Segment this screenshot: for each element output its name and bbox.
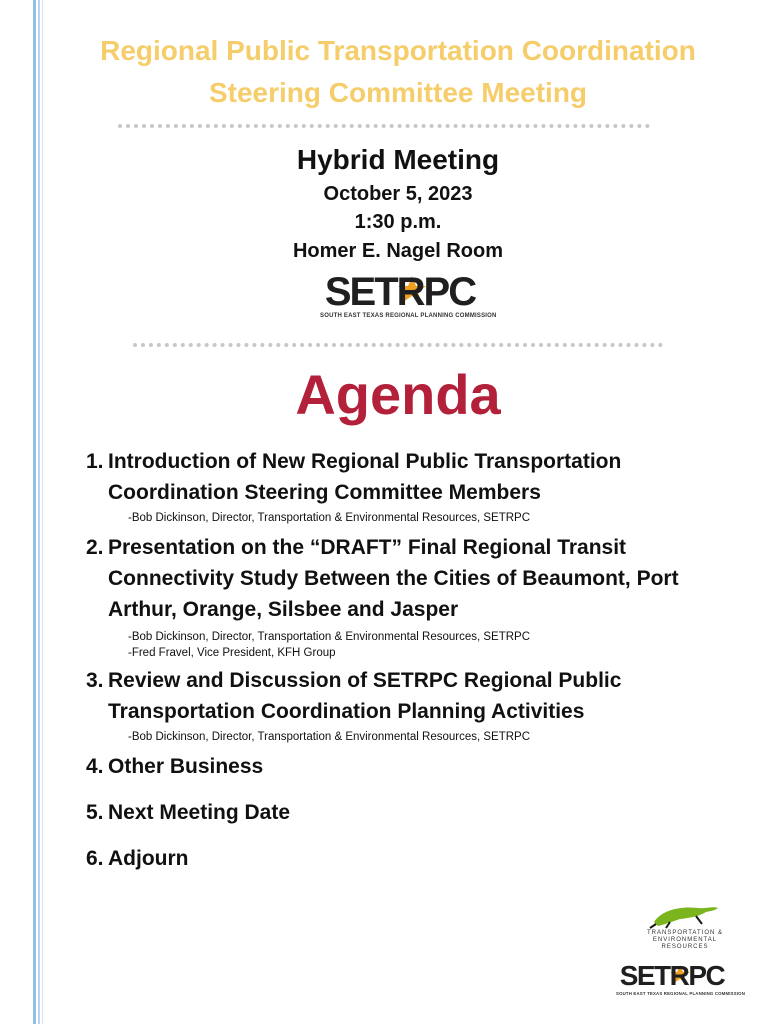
meeting-time: 1:30 p.m. bbox=[354, 211, 442, 233]
agenda-item-number: 3. bbox=[86, 669, 104, 692]
agenda-item-title: Adjourn bbox=[108, 847, 189, 870]
cheetah-icon bbox=[640, 902, 730, 930]
agenda-item-4 bbox=[86, 751, 736, 782]
footer-logo-tagline: SOUTH EAST TEXAS REGIONAL PLANNING COMMISSION bbox=[616, 991, 746, 996]
agenda-item-2 bbox=[86, 532, 736, 661]
agenda-item-presenter: -Fred Fravel, Vice President, KFH Group bbox=[128, 647, 336, 659]
ter-logo-text: TRANSPORTATION & ENVIRONMENTAL RESOURCES bbox=[646, 930, 723, 950]
page-border-left bbox=[33, 0, 36, 1024]
setrpc-footer-logo bbox=[616, 960, 746, 1002]
agenda-item-6 bbox=[86, 843, 736, 874]
document-title bbox=[60, 30, 736, 114]
page-border-left-inner bbox=[38, 0, 40, 1024]
agenda-item-5 bbox=[86, 797, 736, 828]
agenda-item-presenter: -Bob Dickinson, Director, Transportation & Environmental Resources, SETRPC bbox=[128, 512, 531, 524]
agenda-item-number: 5. bbox=[86, 801, 104, 824]
setrpc-logo bbox=[320, 270, 497, 324]
footer-logo-wordmark: SETRPC bbox=[619, 960, 725, 991]
agenda-item-presenter: -Bob Dickinson, Director, Transportation & Environmental Resources, SETRPC bbox=[128, 631, 531, 643]
agenda-item-number: 6. bbox=[86, 847, 104, 870]
agenda-item-title: Review and Discussion of SETRPC Regional Public Transportation Coordination Planning Activities bbox=[108, 669, 622, 723]
agenda-heading: Agenda bbox=[295, 363, 501, 426]
meeting-type: Hybrid Meeting bbox=[296, 144, 500, 175]
meeting-date: October 5, 2023 bbox=[323, 183, 473, 205]
title-line-1: Regional Public Transportation Coordination bbox=[100, 35, 696, 66]
agenda-item-presenter: -Bob Dickinson, Director, Transportation & Environmental Resources, SETRPC bbox=[128, 731, 531, 743]
agenda-item-3 bbox=[86, 665, 736, 745]
agenda-item-number: 4. bbox=[86, 755, 104, 778]
agenda-item-number: 2. bbox=[86, 536, 104, 559]
logo-tagline: SOUTH EAST TEXAS REGIONAL PLANNING COMMISSION bbox=[320, 313, 497, 319]
meeting-location: Homer E. Nagel Room bbox=[292, 240, 504, 262]
agenda-item-title: Introduction of New Regional Public Transportation Coordination Steering Committee Members bbox=[108, 450, 622, 504]
agenda-item-title: Next Meeting Date bbox=[108, 801, 291, 824]
agenda-item-title: Presentation on the “DRAFT” Final Regional Transit Connectivity Study Between the Cities of Beaumont, Port Arthur, Orange, Silsbee and Jasper bbox=[108, 536, 679, 621]
logo-wordmark: SETRPC bbox=[324, 270, 476, 314]
dotted-divider-top bbox=[118, 124, 650, 128]
agenda-item-number: 1. bbox=[86, 450, 104, 473]
agenda-item-1 bbox=[86, 446, 736, 526]
dotted-divider-bottom bbox=[133, 343, 663, 347]
agenda-item-title: Other Business bbox=[108, 755, 264, 778]
page-border-left-faint bbox=[42, 0, 43, 1024]
title-line-2: Steering Committee Meeting bbox=[208, 77, 588, 108]
ter-logo bbox=[640, 902, 730, 950]
